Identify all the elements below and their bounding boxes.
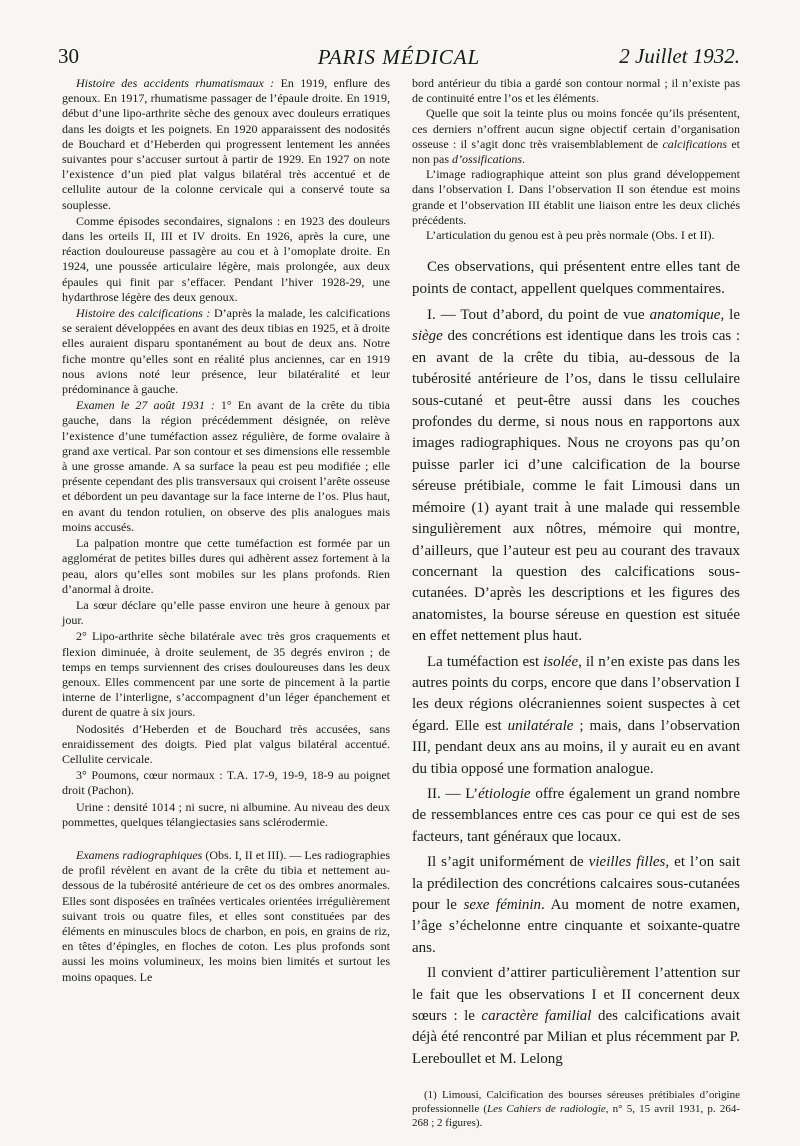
paragraph-text: 1° En avant de la crête du tibia gauche, dans la région précédemment désignée, on relève l’existence d’une tuméfaction assez régulière, de forme ovalaire à grand axe vertical. Par son contour et ses dimensions elle ressemble à une grosse amande. A sa surface la peau est peu modifiée ; elle présente cependant des plis transversaux qui croisent l’arête osseuse et débordent un peu davantage sur la face interne de l’os. Plus haut, en avant du tendon rotulien, on observe des plis analogues mais moins accusés. [62,398,390,534]
page-header [58,44,740,74]
footnote: (1) Limousi, Calcification des bourses séreuses prétibiales d’origine professionnelle (Les Cahiers de radiologie, n° 5, 15 avril 1931, p. 264-268 ; 2 figures). [412,1089,740,1130]
paragraph-lead: Histoire des calcifications : [76,306,211,321]
paragraph-urine: Urine : densité 1014 ; ni sucre, ni albumine. Au niveau des deux pommettes, quelques télangiectasies sans sclérodermie. [62,799,390,829]
paragraph-lipo-arthritis: 2° Lipo-arthrite sèche bilatérale avec très gros craquements et flexion diminuée, à droite seulement, de 35 degrés environ ; de temps en temps surviennent des crises douloureuses dans les deux genoux. Elles commencent par une sorte de pincement à la partie interne de l’interligne, s’accompagnent d’un léger épanchement et durent de quatre à six jours. [62,629,390,720]
issue-date: 2 Juillet 1932. [619,44,740,68]
page-number: 30 [58,44,79,68]
paragraph-rheumatic-history [62,76,390,213]
paragraph-text: D’après la malade, les calcifications se seraient développées en avant des deux tibias en 1925, et à droite elles auraient disparu spontanément au bout de deux ans. Notre fiche montre qu’elles sont en réalité plus anciennes, car en 1919 nous avions noté leur présence, leur bilatéralité et leur prédominance à gauche. [62,306,390,397]
paragraph-familial: Il convient d’attirer particulièrement l’attention sur le fait que les observations I et II concernent deux sœurs : le caractère familial des calcifications avait déjà été rencontré par Milian et plus récemment par P. Lereboullet et M. Lelong [412,965,741,1067]
journal-title: PARIS MÉDICAL [317,45,481,69]
paragraph-tibia-border: bord antérieur du tibia a gardé son contour normal ; il n’existe pas de continuité entre l’os et les éléments. [412,76,740,106]
paragraph-lungs-heart: 3° Poumons, cœur normaux : T.A. 17-9, 19-9, 18-9 au poignet droit (Pachon). [62,768,390,798]
paragraph-anatomy: I. — Tout d’abord, du point de vue anatomique, le siège des concrétions est identique dans les trois cas : en avant de la crête du tibia, au-dessous de la tubérosité antérieure de l’os, dans le tissu cellulaire sous-cutané et peut-être aussi dans les couches profondes du derme, si nous nous en rapportons aux images radiographiques. Nous ne croyons pas qu’on puisse parler ici d’une calcification de la bourse séreuse prétibiale, comme le fait Limousi dans un mémoire (1) ayant trait à une malade qui ressemble singulièrement aux nôtres, mémoire qui montre, d’ailleurs, que l’auteur est peu au courant des travaux concernant la question des calcifications sous-cutanées. D’après les descriptions et les figures des anatomistes, la bourse séreuse en question est située en effet nettement plus haut. [412,307,741,645]
paragraph-lead: Examens radiographiques [76,847,203,862]
paragraph-text: (Obs. I, II et III). — Les radiographies de profil révèlent en avant de la crête du tibia et nettement au-dessous de la tubérosité antérieure de cet os des ombres anormales. Elles sont disposées en traînées verticales orientées irrégulièrement suivant trois ou quatre files, et elles sont constituées par des éléments en minuscules blocs de charbon, en pois, en grains de riz, en têtes d’épingles, en floches de coton. Les plus profonds sont aussi les moins volumineux, les moins bien limités et surtout les moins opaques. Le [62,847,391,984]
left-column [62,76,390,986]
paragraph-radiographic-exams [62,848,390,985]
paragraph-nodosities: Nodosités d’Heberden et de Bouchard très accusées, sans enraidissement des doigts. Pied plat valgus bilatéral accentué. Cellulite cervicale. [62,721,390,766]
paragraph-text: En 1919, enflure des genoux. En 1917, rhumatisme passager de l’épaule droite. En 1919, début d’une lipo-arthrite sèche des genoux avec douleurs erratiques dans les doigts et les poignets. En 1920 apparaissent des nodosités de Bouchard et d’Heberden qui progressent lentement les années suivantes pour s’accuser surtout à partir de 1929. En 1927 on note l’existence d’un pied plat valgus bilatéral très accentué et de cellulite autour de la colonne cervicale qui a conservé toute sa souplesse. [62,76,391,212]
paragraph-calcification-nature: Quelle que soit la teinte plus ou moins foncée qu’ils présentent, ces derniers n’offrent aucun signe objectif certain d’organisation osseuse : il s’agit donc très vraisemblablement de calcifications et non pas d’ossifications. [412,106,741,167]
paragraph-calcification-history [62,306,390,397]
paragraph-examination [62,398,390,535]
paragraph-old-maids: Il s’agit uniformément de vieilles filles, et l’on sait la prédilection des concrétions calcaires sous-cutanées pour le sexe féminin. Au moment de notre examen, l’âge s’échelonne entre cinquante et soixante-quatre ans. [412,854,741,956]
paragraph-isolated: La tuméfaction est isolée, il n’en existe pas dans les autres points du corps, encore que dans l’observation I les deux régions olécraniennes soient suspectes à cet égard. Elle est unilatérale ; mais, dans l’observation III, pendant deux ans au moins, il y aurait eu en avant du tibia opposé une formation analogue. [412,653,741,777]
paragraph-kneeling: La sœur déclare qu’elle passe environ une heure à genoux par jour. [62,597,390,628]
paragraph-knee-joint: L’articulation du genou est à peu près normale (Obs. I et II). [426,228,715,243]
paragraph-etiology: II. — L’étiologie offre également un grand nombre de ressemblances entre ces cas pour ce qui est de ses facteurs, tant généraux que locaux. [412,785,741,845]
right-column [412,76,740,1130]
paragraph-lead: Examen le 27 août 1931 : [76,398,215,413]
paragraph-comments-intro: Ces observations, qui présentent entre elles tant de points de contact, appellent quelques commentaires. [412,259,740,297]
paragraph-palpation: La palpation montre que cette tuméfaction est formée par un agglomérat de petites billes dures qui adhèrent assez fortement à la peau, alors qu’elles sont mobiles sur les plans profonds. Rien d’anormal à droite. [62,536,390,596]
paragraph-secondary-episodes: Comme épisodes secondaires, signalons : en 1923 des douleurs dans les orteils II, III et IV droits. En 1926, après la cure, une réaction douloureuse passagère au cou et à l’omoplate droite. En 1924, une poussée articulaire légère, mais prolongée, aux deux épaules qui finit par s’effacer. Pendant l’hiver 1928-29, une hydarthrose légère des deux genoux. [62,213,390,304]
paragraph-radiographic-image: L’image radiographique atteint son plus grand développement dans l’observation I. Dans l’observation II son étendue est moins grande et l’observation III établit une liaison entre les deux clichés précédents. [412,167,740,227]
paragraph-lead: Histoire des accidents rhumatismaux : [76,76,275,90]
